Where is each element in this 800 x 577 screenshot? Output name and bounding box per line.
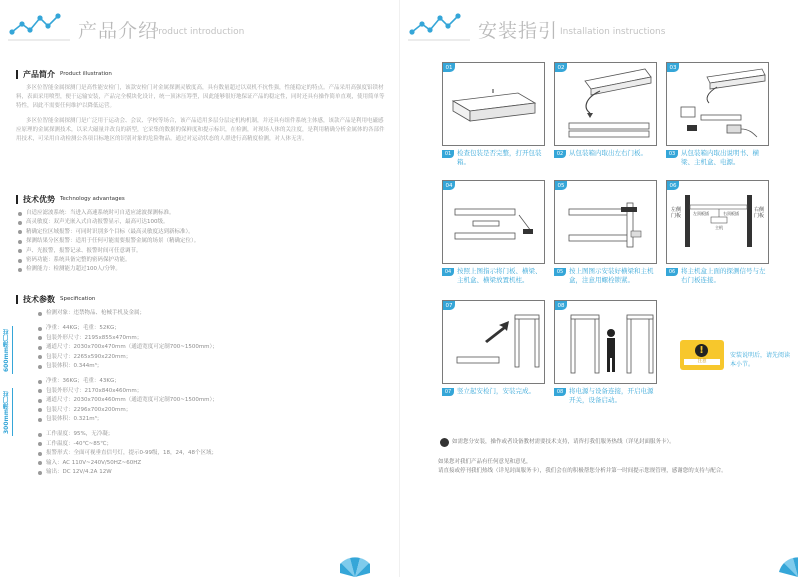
step-caption	[554, 387, 657, 405]
package-box-icon	[443, 63, 545, 146]
list-item: 包装体积：0.321m³；	[36, 415, 386, 424]
step-08-image	[554, 300, 657, 384]
right-door-label: 右侧门板	[754, 207, 765, 219]
caption-text: 检查包装是否完整，打开包装箱。	[457, 149, 542, 166]
caption-number: 08	[554, 388, 566, 396]
step-03	[666, 62, 769, 167]
caption-number: 07	[442, 388, 454, 396]
list-item: 通道尺寸：2030x700x460mm（通道宽度可定制700~1500mm）；	[36, 396, 386, 405]
power-on-gate-icon	[555, 301, 657, 384]
list-item: 输出：DC 12V/4.2A 12W	[36, 468, 386, 477]
overview-paragraph-2: 多区位智能金属探测门是广泛用于运动会、会议、学校等场合，该产品适用多层分层定机构机制，并还具有组件系统主体感，该款产品是利用电磁感应原理的金属探测技术，以采大磁量并改良的新型，它采集的数据的保鲜度和提示标识，在检测，对现场人体的关注度，是利用精确分析金属体的各部件用技术，可采用自动检测公各项目标地区的识别对象的危险物品。通过对运动状态的人群进行高精度检测，对人体无害。	[16, 118, 385, 142]
warning-badge: 注意	[684, 359, 720, 365]
list-item: 检测对象：违禁物品、枪械手机及金属；	[36, 309, 386, 318]
step-01-image	[442, 62, 545, 146]
list-item: 密码功能：系统具备完整的密码保护功能。	[16, 256, 386, 265]
overview-title-en: Product illustration	[60, 71, 112, 77]
left-door-label: 左侧门板	[671, 207, 682, 219]
list-item: 声、光报警，报警记录、报警时间可任意调节。	[16, 247, 386, 256]
list-item: 包装尺寸：2296x700x200mm；	[36, 406, 386, 415]
page-corner-icon	[768, 547, 798, 577]
step-caption	[442, 267, 545, 285]
caption-text: 按照上图指示将门板、横梁、主机盒、横梁放置机柱。	[457, 267, 542, 284]
wave-dots-logo-icon	[408, 10, 470, 46]
feedback-note-1: 如果您对我们产品有任何意见和意见，	[438, 459, 532, 465]
parts-layout-icon	[443, 181, 545, 264]
specs-title-en: Specification	[60, 296, 96, 302]
accessories-unpack-icon	[667, 63, 769, 146]
list-item: 包装外形尺寸：2170x840x460mm；	[36, 387, 386, 396]
list-item: 报警形式：全面可视垂直信号灯，提示0-99级，18，24，48个区域；	[36, 449, 386, 458]
list-item: 包装体积：0.344m³；	[36, 362, 386, 371]
exclamation-icon: !	[695, 344, 708, 357]
advantages-heading	[16, 193, 386, 205]
group2-bracket	[12, 388, 15, 436]
step-number-badge: 07	[443, 301, 455, 310]
list-item: 包装尺寸：2265x590x220mm；	[36, 353, 386, 362]
advantages-section	[16, 193, 386, 275]
step-number-badge: 08	[555, 301, 567, 310]
page-title: 产品介绍	[78, 20, 159, 42]
list-item: 检测能力：检测能力超过100人/分钟。	[16, 265, 386, 274]
overview-title: 产品简介	[23, 69, 55, 79]
step-07	[442, 300, 545, 396]
overview-section	[16, 68, 386, 144]
step-03-image	[666, 62, 769, 146]
group2-side-label: 300mm薄门柱	[3, 390, 10, 434]
right-page	[400, 0, 800, 577]
specs-section	[16, 293, 386, 478]
step-07-image	[442, 300, 545, 384]
caption-number: 06	[666, 268, 678, 276]
wiring-diagram-icon	[667, 181, 769, 264]
page-title: 安装指引	[478, 20, 559, 42]
list-item: 净重：36KG；毛重：43KG；	[36, 377, 386, 386]
step-05	[554, 180, 657, 285]
step-05-image	[554, 180, 657, 264]
caption-number: 04	[442, 268, 454, 276]
door-panel-unpack-icon	[555, 63, 657, 146]
caption-text: 从包装箱内取出说明书、横梁、主机盒、电源。	[681, 149, 759, 166]
list-item: 包装外形尺寸：2195x855x470mm；	[36, 334, 386, 343]
specs-group1-list	[36, 324, 386, 371]
left-header	[8, 10, 392, 46]
caption-number: 05	[554, 268, 566, 276]
group1-bracket	[12, 326, 15, 374]
page-subtitle: Installation instructions	[560, 27, 666, 37]
list-item: 自适应滤波系统：当进入高速系统时可自适应滤波探测标准。	[16, 209, 386, 218]
list-item: 通道尺寸：2030x700x470mm（通道宽度可定制700~1500mm）；	[36, 343, 386, 352]
specs-scope-list	[36, 309, 386, 318]
step-number-badge: 02	[555, 63, 567, 72]
page-corner-icon	[340, 547, 370, 577]
heading-bar	[16, 70, 18, 79]
right-header	[408, 10, 792, 46]
caption-text: 从包装箱内取出左右门板。	[569, 149, 647, 157]
step-caption	[442, 149, 545, 167]
advantages-title-en: Technology advantages	[60, 196, 125, 202]
step-04-image	[442, 180, 545, 264]
specs-group2-list	[36, 377, 386, 424]
list-item: 精确定位区域报警：可同时识别多个目标（最高灵敏度达到新标准）。	[16, 228, 386, 237]
top-right-label: 右顶板插	[723, 211, 739, 216]
warning-sign	[680, 340, 724, 370]
step-number-badge: 06	[667, 181, 679, 190]
beam-assembly-icon	[555, 181, 657, 264]
list-item: 输入：AC 110V~240V/50HZ~60HZ	[36, 459, 386, 468]
page-subtitle: Product introduction	[153, 27, 245, 37]
caption-text: 按上图图示安装好横梁和主机盒，注意用螺栓锁紧。	[569, 267, 654, 284]
step-number-badge: 03	[667, 63, 679, 72]
caption-number: 02	[554, 150, 566, 158]
heading-bar	[16, 295, 18, 304]
step-06-image	[666, 180, 769, 264]
advantages-title: 技术优势	[23, 194, 55, 204]
warning-text: 安装说明后，请先阅读本小节。	[730, 352, 791, 368]
list-item: 高灵敏度：双声光嵌入式自动报警显示，最高可达100级。	[16, 218, 386, 227]
specs-general-list	[36, 430, 386, 477]
caption-number: 01	[442, 150, 454, 158]
step-caption	[666, 149, 769, 167]
group1-side-label: 600mm薄门柱	[3, 328, 10, 372]
overview-paragraph-1: 多区位智能金属探测门是高性能安检门，该款安检门对金属探测灵敏度高，具有数量超过以双机不抗性强，性能稳定的特点。产品采用高强度铝镁材料，表面采用喷塑，便于运输安装，产品完全模块化设计，统一顶沐压筹型，因此能够很好地保证产品的稳定性，同时还具有操作简单直观，使用简单等特性，因此不需要任何维护以降低运营。	[16, 85, 385, 109]
step-01	[442, 62, 545, 167]
list-item: 探测结果分区报警：适用于任何可能需要报警金属的场景（精确定位）。	[16, 237, 386, 246]
caption-text: 将电源与设备连接，开启电源开关，设备启动。	[569, 387, 654, 404]
caption-number: 03	[666, 150, 678, 158]
step-number-badge: 05	[555, 181, 567, 190]
step-02-image	[554, 62, 657, 146]
step-04	[442, 180, 545, 285]
specs-title: 技术参数	[23, 294, 55, 304]
step-caption	[666, 267, 769, 285]
advantages-list	[16, 209, 386, 275]
specs-heading	[16, 293, 386, 305]
step-caption	[442, 387, 545, 396]
step-06	[666, 180, 769, 285]
caption-text: 将主机盒上面的探测信号与左右门板连接。	[681, 267, 766, 284]
step-02	[554, 62, 657, 158]
support-note: 如需您分安装，操作或者设备教材需要技术支持，请咨打我们服务热线（详见封面服务卡）。	[452, 439, 675, 445]
wave-dots-logo-icon	[8, 10, 70, 46]
caption-text: 竖立起安检门，安装完成。	[457, 387, 535, 395]
host-label: 主机	[715, 225, 723, 230]
feedback-note-2: 请直接或停刊我们热线（详见封面服务卡），我们会在的积极帮您分析并第一时间提示您规管理，感谢您的支持与配合。	[438, 468, 727, 474]
step-caption	[554, 267, 657, 285]
step-08	[554, 300, 657, 405]
overview-heading	[16, 68, 386, 80]
step-caption	[554, 149, 657, 158]
step-number-badge: 04	[443, 181, 455, 190]
top-left-label: 左顶板插	[693, 211, 709, 216]
list-item: 工作温度：-40℃~85℃；	[36, 440, 386, 449]
raise-gate-icon	[443, 301, 545, 384]
list-item: 净重：44KG；毛重：52KG；	[36, 324, 386, 333]
list-item: 工作湿度：95%，无冷凝；	[36, 430, 386, 439]
step-number-badge: 01	[443, 63, 455, 72]
heading-bar	[16, 195, 18, 204]
phone-icon	[440, 438, 449, 447]
